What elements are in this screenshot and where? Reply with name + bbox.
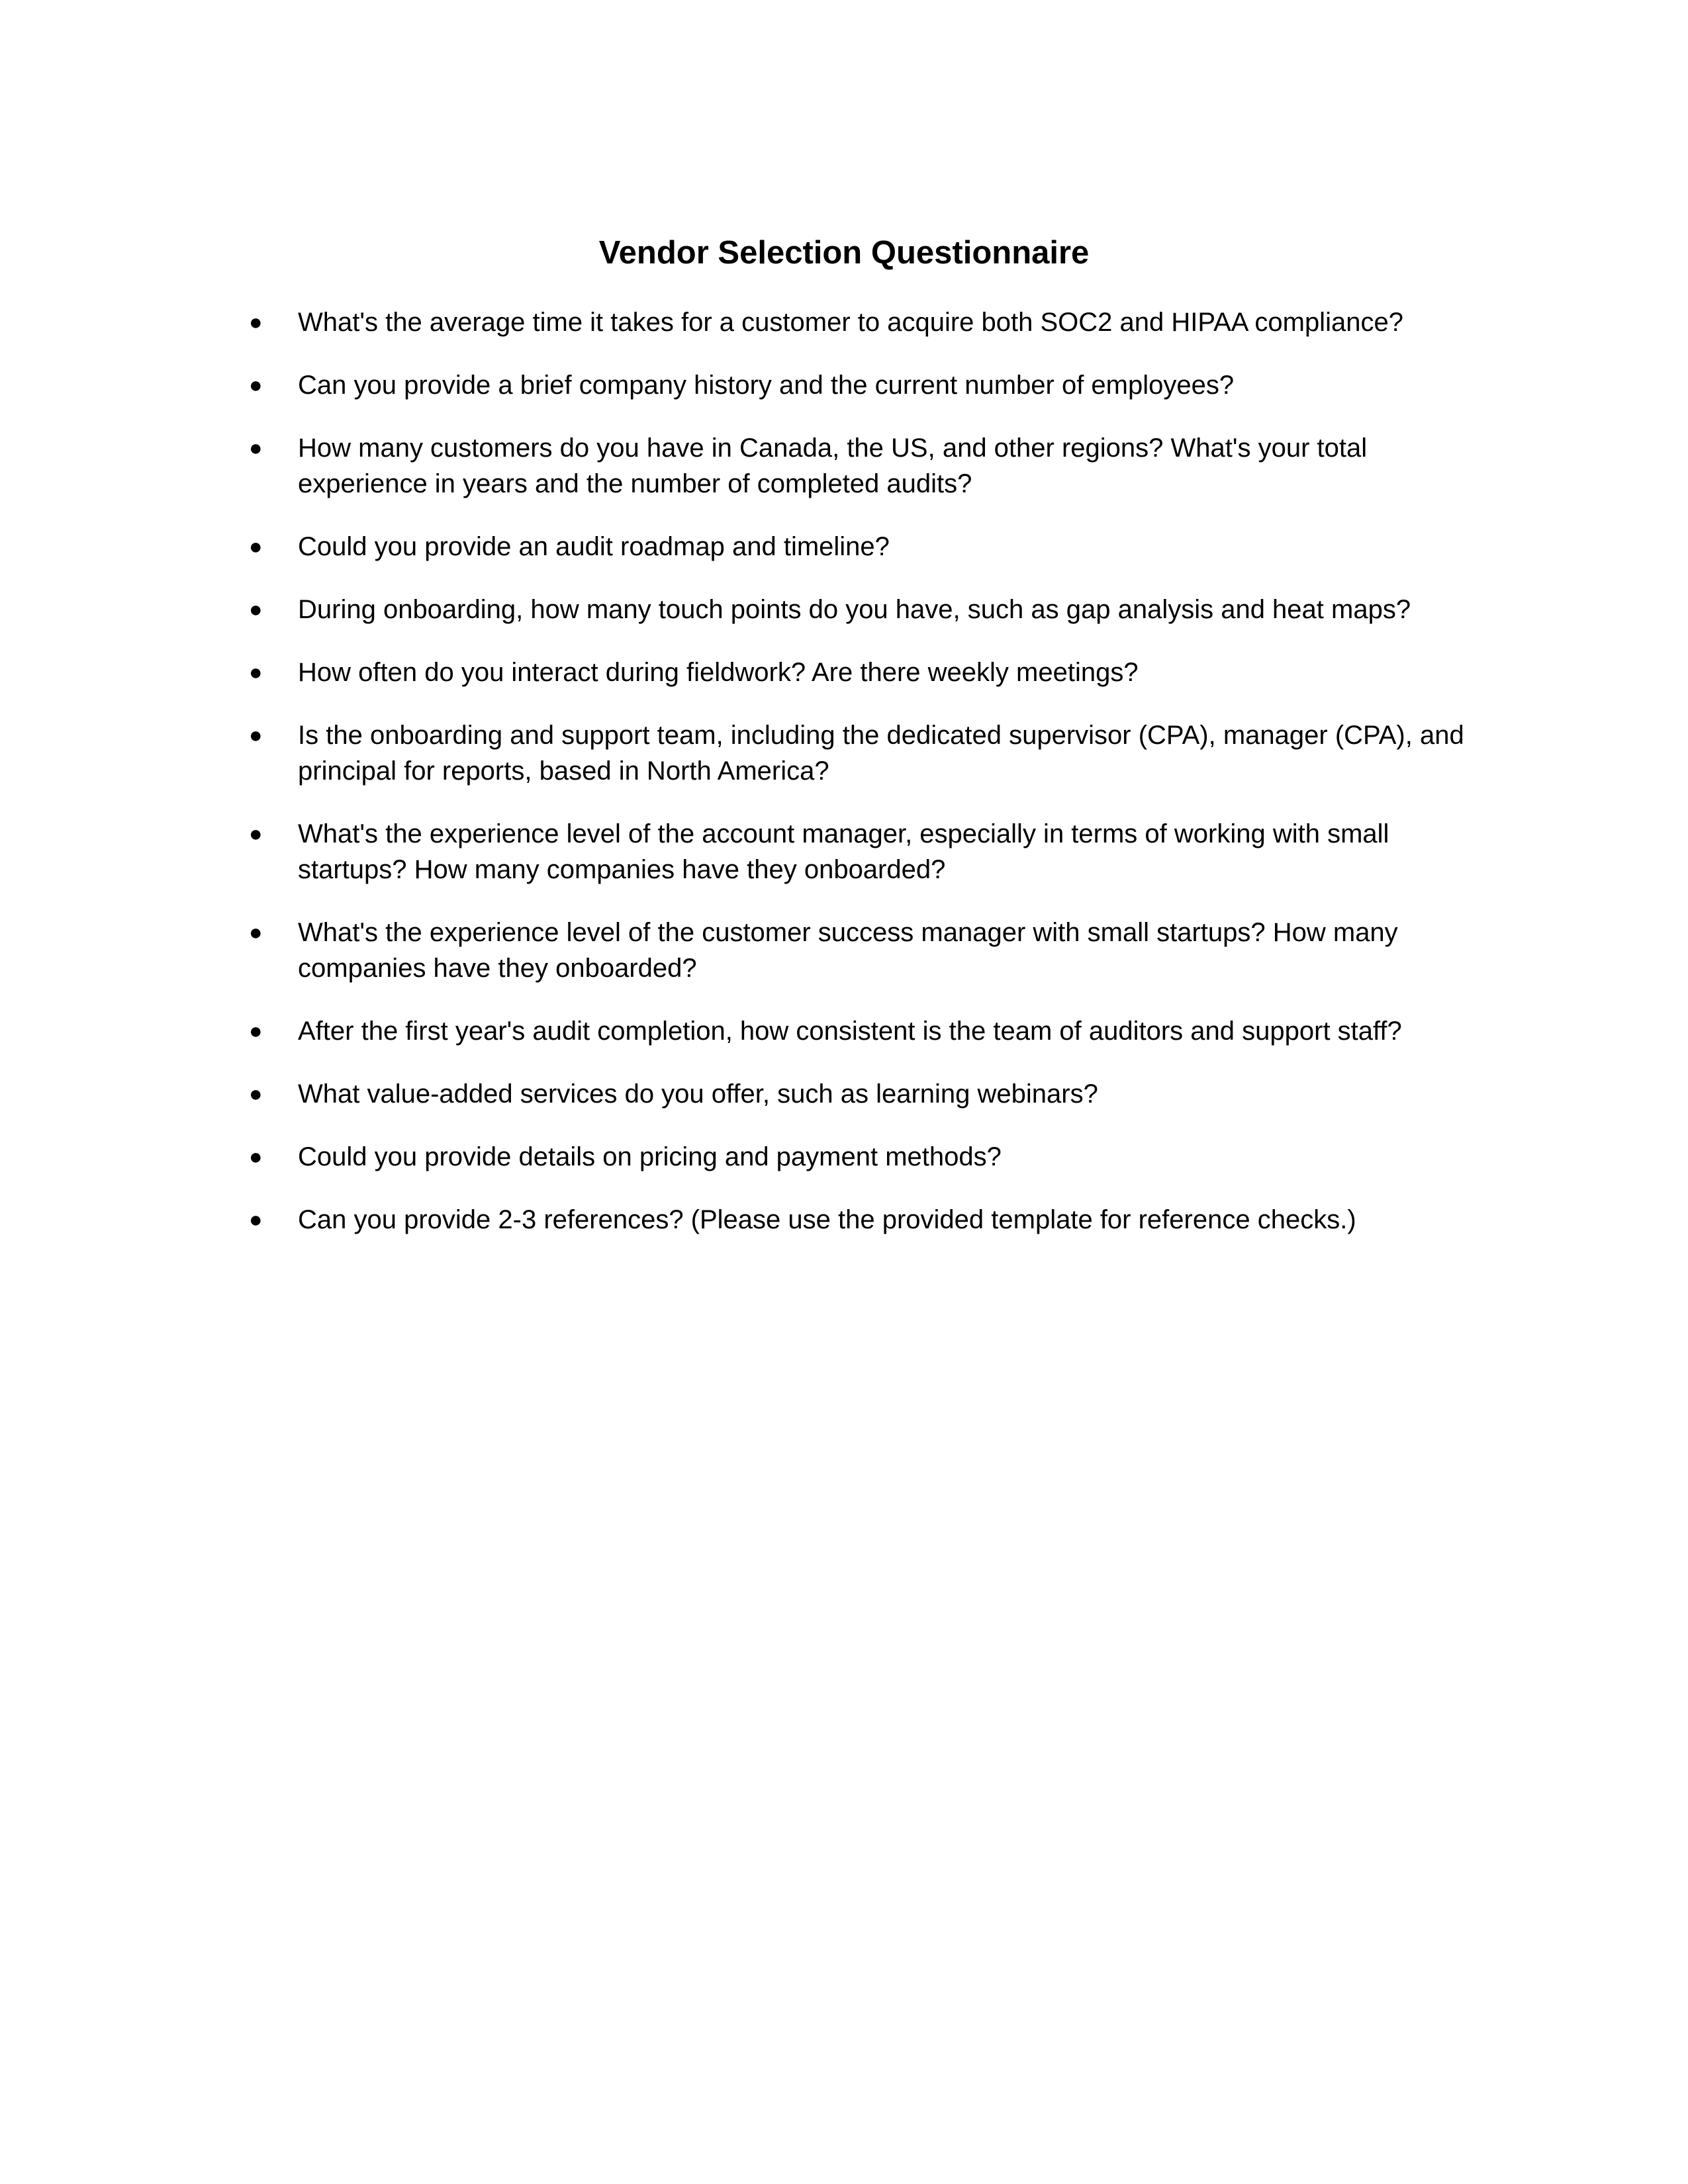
question-text: Could you provide an audit roadmap and timeline?: [298, 532, 890, 561]
bullet-icon: ●: [249, 723, 263, 748]
question-item: [238, 1013, 1483, 1049]
question-item: [238, 304, 1483, 340]
bullet-icon: ●: [249, 920, 263, 945]
bullet-icon: ●: [249, 534, 263, 559]
question-item: [238, 1076, 1483, 1112]
question-item: [238, 655, 1483, 690]
question-text: What's the experience level of the account manager, especially in terms of working with small startups? How many companies have they onboarded?: [298, 819, 1389, 884]
question-text: What's the experience level of the customer success manager with small startups? How many companies have they onboarded?: [298, 918, 1398, 983]
question-item: [238, 816, 1483, 887]
bullet-icon: ●: [249, 1081, 263, 1107]
question-item: [238, 1139, 1483, 1175]
bullet-icon: ●: [249, 1019, 263, 1044]
question-text: Can you provide 2-3 references? (Please use the provided template for reference checks.): [298, 1205, 1356, 1234]
question-item: [238, 529, 1483, 565]
question-list: [238, 304, 1483, 1265]
question-item: [238, 915, 1483, 986]
question-text: What's the average time it takes for a customer to acquire both SOC2 and HIPAA compliance?: [298, 308, 1403, 337]
bullet-icon: ●: [249, 310, 263, 335]
bullet-icon: ●: [249, 597, 263, 622]
question-item: [238, 430, 1483, 502]
question-item: [238, 367, 1483, 403]
bullet-icon: ●: [249, 1144, 263, 1169]
question-text: Can you provide a brief company history and the current number of employees?: [298, 371, 1235, 400]
bullet-icon: ●: [249, 1207, 263, 1232]
question-text: How many customers do you have in Canada, the US, and other regions? What's your total experience in years and the number of completed audits?: [298, 433, 1368, 498]
question-text: During onboarding, how many touch points do you have, such as gap analysis and heat maps?: [298, 595, 1411, 624]
question-item: [238, 1202, 1483, 1238]
question-text: After the first year's audit completion, how consistent is the team of auditors and support staff?: [298, 1017, 1402, 1046]
bullet-icon: ●: [249, 435, 263, 461]
question-item: [238, 717, 1483, 789]
bullet-icon: ●: [249, 373, 263, 398]
question-text: What value-added services do you offer, such as learning webinars?: [298, 1079, 1098, 1109]
question-item: [238, 592, 1483, 627]
document-title: Vendor Selection Questionnaire: [598, 235, 1090, 271]
question-text: Could you provide details on pricing and payment methods?: [298, 1142, 1002, 1171]
bullet-icon: ●: [249, 660, 263, 685]
question-text: Is the onboarding and support team, including the dedicated supervisor (CPA), manager (CPA), and principal for reports, based in North America?: [298, 721, 1464, 786]
bullet-icon: ●: [249, 821, 263, 846]
question-text: How often do you interact during fieldwork? Are there weekly meetings?: [298, 658, 1139, 687]
